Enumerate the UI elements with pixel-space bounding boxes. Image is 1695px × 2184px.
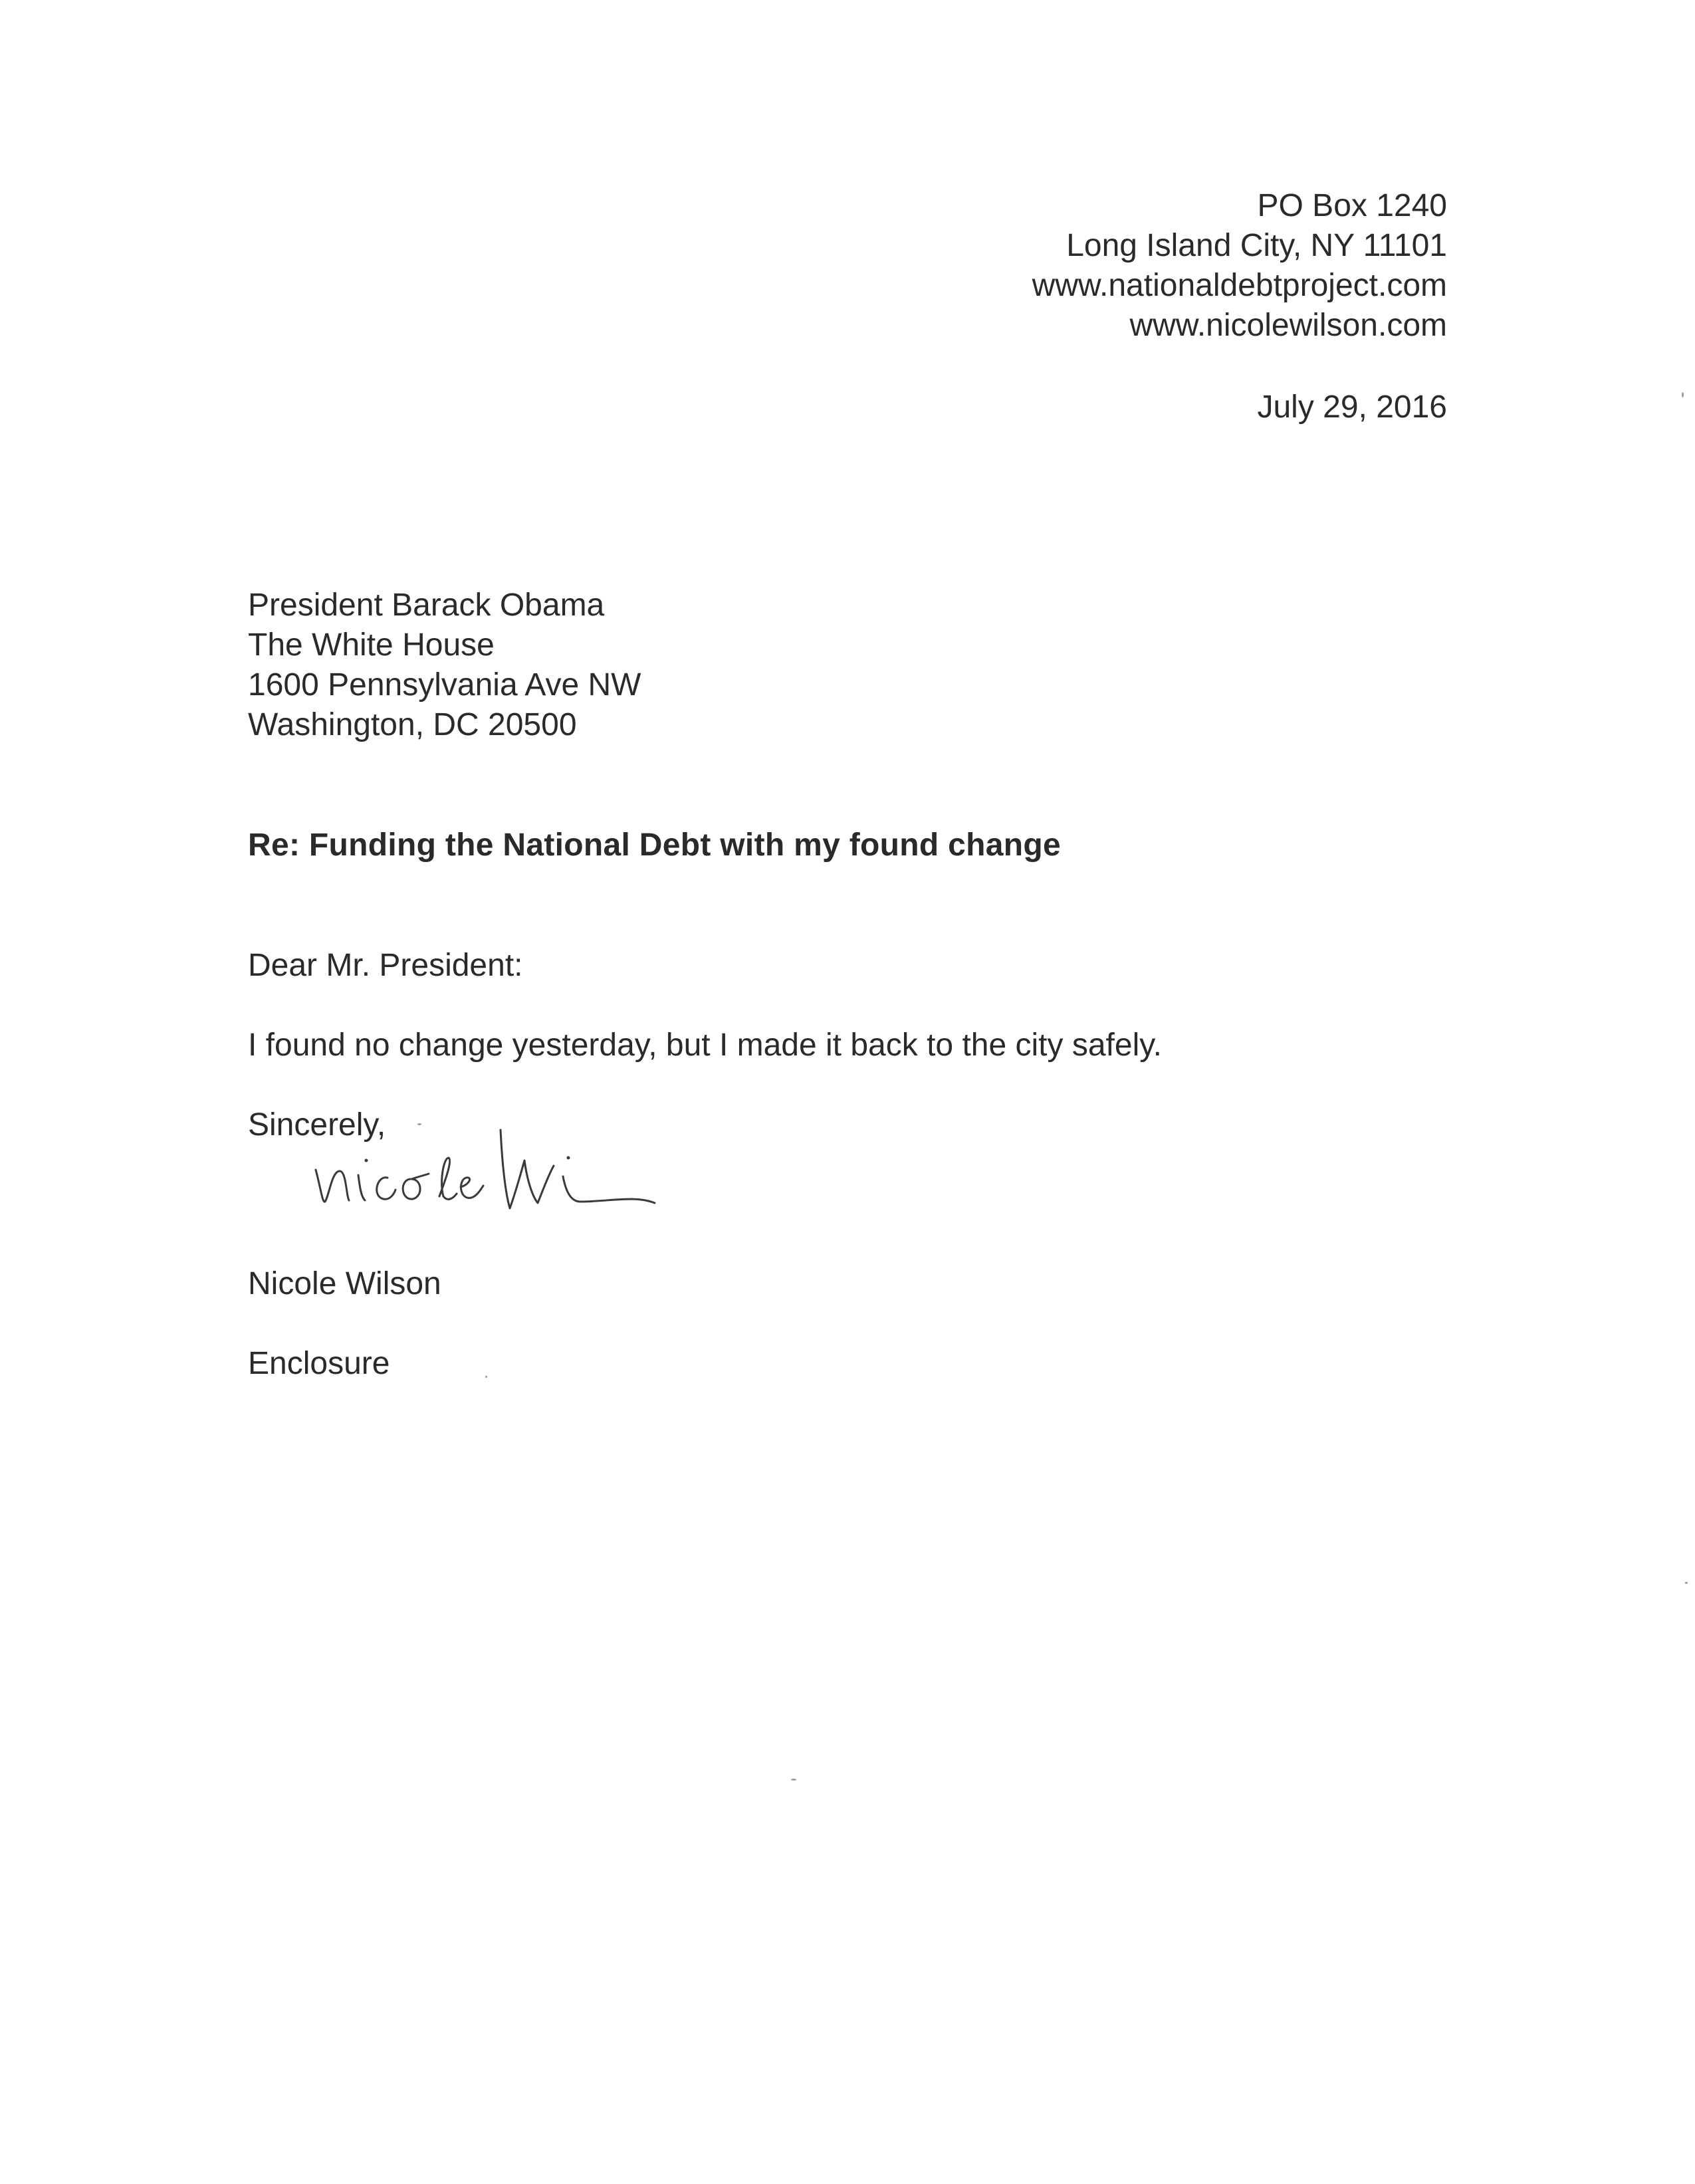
recipient-address-line: The White House: [248, 627, 495, 663]
signer-name: Nicole Wilson: [248, 1266, 441, 1301]
scan-speck: [1685, 1582, 1688, 1584]
body-paragraph: I found no change yesterday, but I made it back to the city safely.: [248, 1028, 1163, 1063]
enclosure-note: Enclosure: [248, 1346, 390, 1381]
recipient-name: President Barack Obama: [248, 588, 605, 623]
sender-address-line: Long Island City, NY 11101: [1066, 228, 1447, 263]
recipient-address-line: 1600 Pennsylvania Ave NW: [248, 667, 641, 703]
salutation: Dear Mr. President:: [248, 948, 523, 983]
letter-date: July 29, 2016: [1257, 389, 1447, 425]
sender-website-line: www.nicolewilson.com: [1129, 308, 1447, 343]
handwritten-signature: [302, 1097, 715, 1223]
scan-speck: [417, 1123, 421, 1125]
sender-address-line: PO Box 1240: [1257, 188, 1447, 223]
scan-speck: [1682, 392, 1684, 397]
scan-speck: [791, 1779, 796, 1781]
sender-website-line: www.nationaldebtproject.com: [1032, 268, 1447, 303]
recipient-address-block: [248, 586, 641, 745]
recipient-address-line: Washington, DC 20500: [248, 707, 577, 742]
closing: Sincerely,: [248, 1107, 386, 1143]
scan-speck: [485, 1376, 487, 1378]
subject-line: Re: Funding the National Debt with my found change: [248, 827, 1061, 863]
sender-address-block: [1032, 186, 1447, 346]
